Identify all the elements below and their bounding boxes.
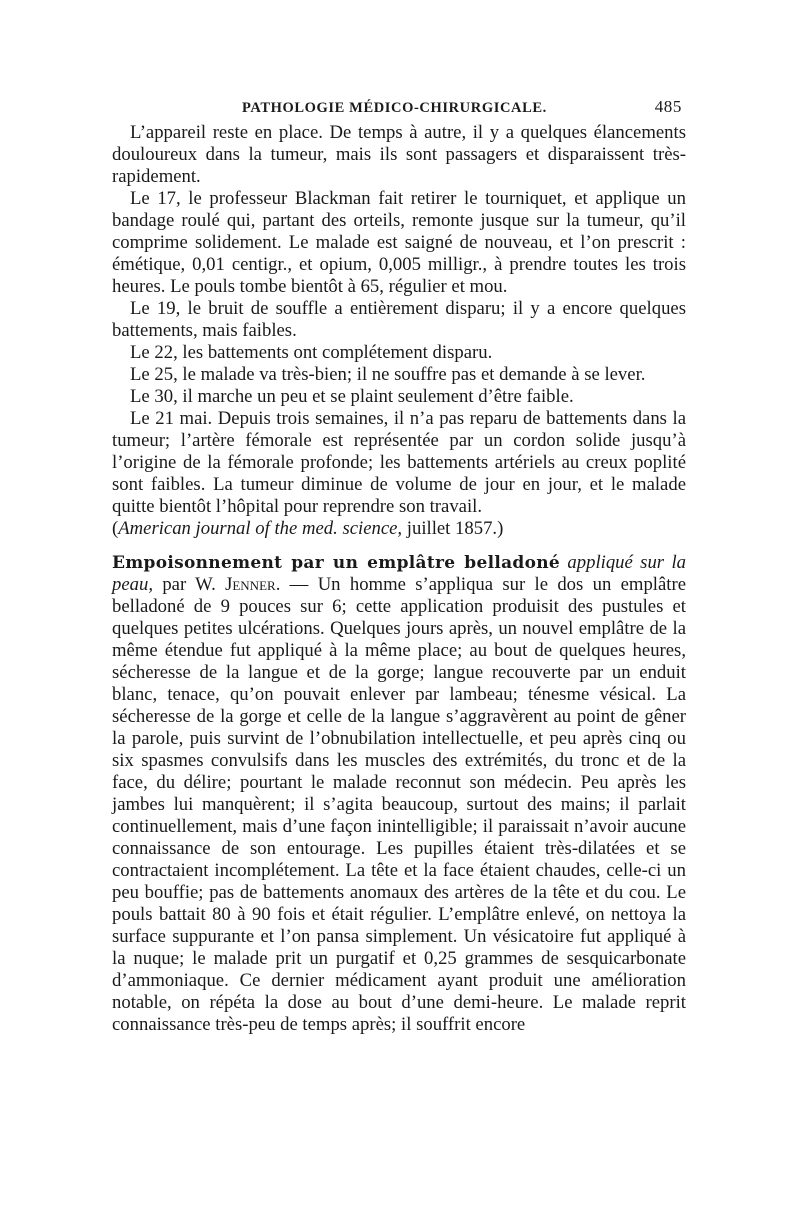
paragraph-le-30: Le 30, il marche un peu et se plaint seulement d’être faible. xyxy=(130,386,574,407)
paragraph-appareil: L’appareil reste en place. De temps à autre, il y a quelques élancements douloureux dans la tumeur, mais ils sont passagers et disparaissent très-rapidement. xyxy=(112,122,686,187)
body-text xyxy=(112,122,686,1036)
section-body: Un homme s’appliqua sur le dos un emplâtre belladoné de 9 pouces sur 6; cette application produisit des pustules et quelques petites ulcérations. Quelques jours après, un nouvel emplâtre de la même étendue fut appliqué à la même place; au bout de quelques heures, sécheresse de la langue et de la gorge; langue recouverte par un enduit blanc, tenace, qu’on pouvait enlever par lambeau; ténesme vésical. La sécheresse de la gorge et celle de la langue s’aggravèrent au point de gêner la parole, puis survint de l’obnubilation intellectuelle, et peu après cinq ou six spasmes convulsifs dans les muscles des extrémités, du tronc et de la face, du délire; pourtant le malade reconnut son médecin. Peu après les jambes lui manquèrent; il s’agita beaucoup, surtout des mains; il parlait continuellement, mais d’une façon inintelligible; il paraissait n’avoir aucune connaissance de son entourage. Les pupilles étaient très-dilatées et se contractaient incomplétement. La tête et la face étaient chaudes, celle-ci un peu bouffie; pas de battements anomaux des artères de la tête et du cou. Le pouls battait 80 à 90 fois et était régulier. L’emplâtre enlevé, on nettoya la surface suppurante et l’on pansa simplement. Un vésicatoire fut appliqué à la nuque; le malade prit un purgatif et 0,25 grammes de sesquicarbonate d’ammoniaque. Ce dernier médicament ayant produit une amélioration notable, on répéta la dose au bout d’une demi-heure. Le malade reprit connaissance très-peu de temps après; il souffrit encore xyxy=(112,574,686,1035)
section-author-prefix: par W. xyxy=(153,574,226,595)
citation-open: ( xyxy=(112,518,119,539)
paragraph-le-21-mai xyxy=(112,408,686,540)
section-subtitle: appliqué sur la peau, xyxy=(112,552,686,595)
paragraph-le-17: Le 17, le professeur Blackman fait retirer le tourniquet, et applique un bandage roulé qui, partant des orteils, remonte jusque sur la tumeur, qu’il comprime solidement. Le malade est saigné de nouveau, et l’on prescrit : émétique, 0,01 centigr., et opium, 0,005 milligr., à prendre toutes les trois heures. Le pouls tombe bientôt à 65, régulier et mou. xyxy=(112,188,686,297)
running-title: PATHOLOGIE MÉDICO-CHIRURGICALE. xyxy=(242,100,547,116)
section-separator: . — xyxy=(275,574,318,595)
paragraph-le-22: Le 22, les battements ont complétement disparu. xyxy=(130,342,493,363)
running-head xyxy=(112,96,686,122)
section-author: Jenner xyxy=(225,574,276,595)
paragraph-le-19: Le 19, le bruit de souffle a entièrement disparu; il y a encore quelques battements, mais faibles. xyxy=(112,298,686,341)
paragraph-le-25: Le 25, le malade va très-bien; il ne souffre pas et demande à se lever. xyxy=(130,364,646,385)
page-number: 485 xyxy=(654,97,682,116)
citation-journal: American journal of the med. science, xyxy=(118,518,403,539)
section-empoisonnement xyxy=(112,552,686,1036)
paragraph-le-21-mai-text: Le 21 mai. Depuis trois semaines, il n’a pas reparu de battements dans la tumeur; l’artère fémorale est représentée par un cordon solide jusqu’à l’origine de la fémorale profonde; les battements artériels au creux poplité sont faibles. La tumeur diminue de volume de jour en jour, et le malade quitte bientôt l’hôpital pour reprendre son travail. xyxy=(112,408,686,517)
book-page xyxy=(112,96,686,1036)
citation-date: juillet 1857.) xyxy=(402,518,504,539)
section-heading: Empoisonnement par un emplâtre belladoné xyxy=(112,553,561,573)
